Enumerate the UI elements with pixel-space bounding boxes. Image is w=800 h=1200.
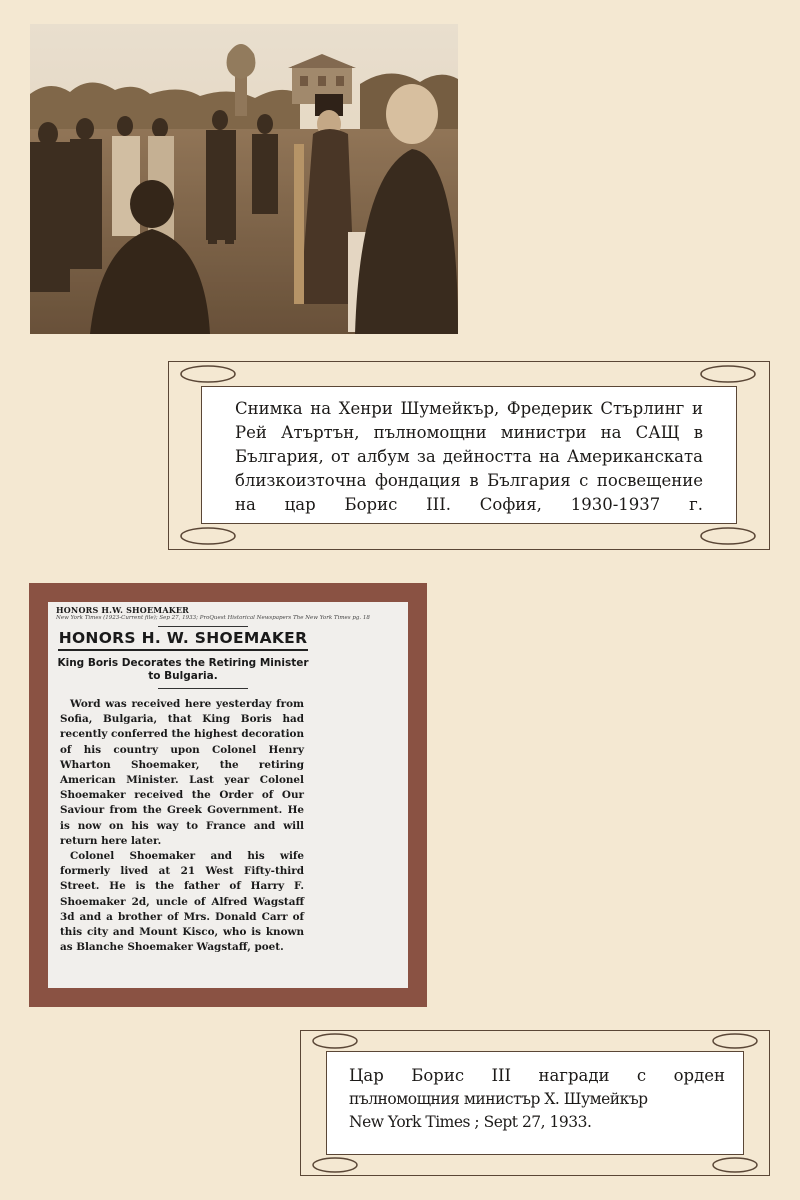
newspaper-clipping bbox=[48, 602, 408, 988]
clipping-running-head: HONORS H.W. SHOEMAKER bbox=[56, 605, 190, 615]
caption-top-text: Снимка на Хенри Шумейкър, Фредерик Стърлинг и Рей Атъртън, пълномощни министри на САЩ в България, от албум за дейността на Американската близкоизточна фондация в България с посвещение на цар Борис III. София, 1930-1937 г. bbox=[235, 399, 703, 514]
caption-frame-bottom bbox=[300, 1030, 770, 1176]
caption-bottom-line2: пълномощния министър Х. Шумейкър bbox=[349, 1090, 648, 1108]
clipping-mat bbox=[29, 583, 427, 1007]
caption-bottom-line1: Цар Борис III награди с орден bbox=[349, 1066, 725, 1085]
clipping-source-line: New York Times (1923-Current file); Sep 27, 1933; ProQuest Historical Newspapers The New York Times pg. 18 bbox=[56, 615, 370, 621]
caption-panel-top bbox=[201, 386, 737, 524]
clipping-headline: HONORS H. W. SHOEMAKER bbox=[58, 629, 308, 647]
clipping-body bbox=[60, 697, 304, 955]
clipping-subheadline: King Boris Decorates the Retiring Minister to Bulgaria. bbox=[57, 657, 309, 682]
caption-frame-top bbox=[168, 361, 770, 550]
caption-bottom-line3: New York Times ; Sept 27, 1933. bbox=[349, 1113, 592, 1131]
clipping-paragraph: Colonel Shoemaker and his wife formerly lived at 21 West Fifty-third Street. He is the father of Harry F. Shoemaker 2d, uncle of Alfred Wagstaff 3d and a brother of Mrs. Donald Carr of this city and Mount Kisco, who is known as Blanche Shoemaker Wagstaff, poet. bbox=[60, 850, 304, 954]
clipping-paragraph: Word was received here yesterday from Sofia, Bulgaria, that King Boris had recently conferred the highest decoration of his country upon Colonel Henry Wharton Shoemaker, the retiring American Minister. Last year Colonel Shoemaker received the Order of Our Saviour from the Greek Government. He is now on his way to France and will return here later. bbox=[60, 698, 304, 847]
historic-photo bbox=[30, 24, 458, 334]
caption-panel-bottom bbox=[326, 1051, 744, 1155]
clipping-rule-heavy bbox=[58, 649, 308, 651]
clipping-rule bbox=[158, 626, 248, 627]
clipping-rule-small bbox=[158, 688, 248, 689]
